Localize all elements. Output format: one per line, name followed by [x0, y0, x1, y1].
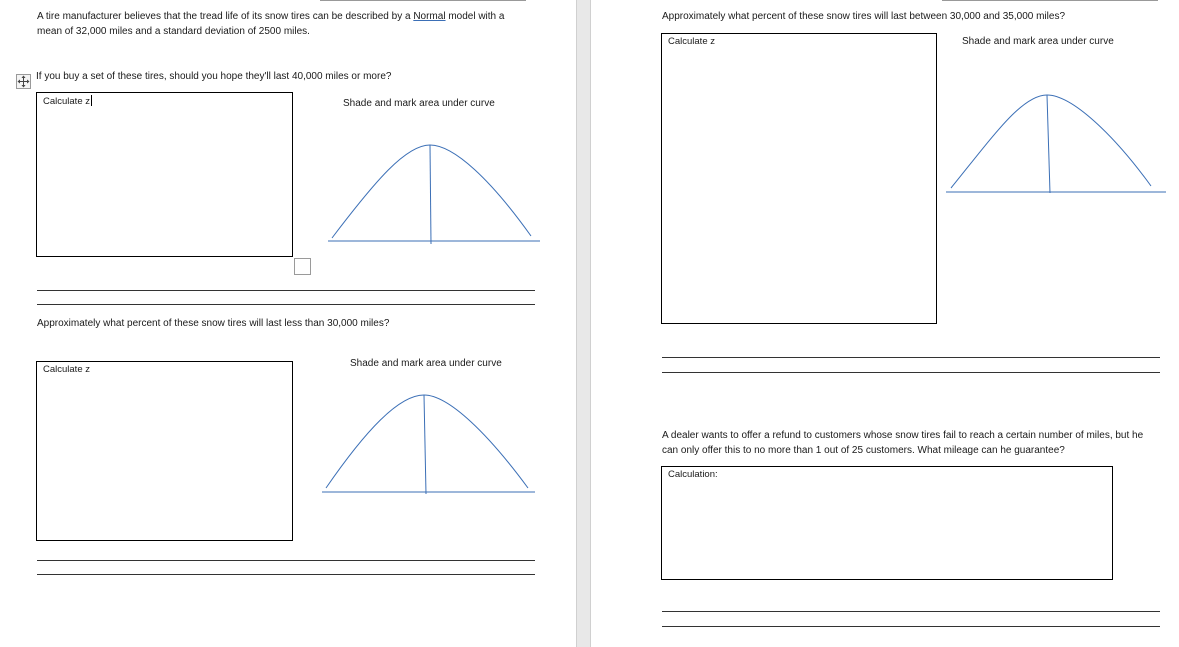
q1-shade-label: Shade and mark area under curve	[343, 98, 495, 109]
q3-shade-label: Shade and mark area under curve	[962, 36, 1114, 47]
q1-normal-curve-icon	[326, 140, 542, 246]
page-top-edge-right	[942, 0, 1158, 1]
text-caret	[91, 95, 92, 106]
q3-calc-label: Calculate z	[668, 36, 715, 47]
q3-normal-curve-icon	[944, 90, 1170, 196]
q2-answer-line-1[interactable]	[37, 560, 535, 561]
page-top-edge	[320, 0, 526, 1]
q2-normal-curve-icon	[321, 390, 537, 496]
q1-calc-label-text: Calculate z	[43, 96, 90, 107]
q2-question: Approximately what percent of these snow tires will last less than 30,000 miles?	[37, 318, 390, 329]
q3-answer-line-2[interactable]	[662, 372, 1160, 373]
q3-question: Approximately what percent of these snow tires will last between 30,000 and 35,000 miles?	[662, 11, 1066, 22]
q2-shade-label: Shade and mark area under curve	[350, 358, 502, 369]
q1-calc-label	[43, 95, 92, 108]
q1-calculate-z-box[interactable]	[36, 92, 293, 257]
page-gutter	[576, 0, 591, 647]
document-page-left	[0, 0, 576, 647]
document-page-right	[591, 0, 1179, 647]
intro-line-2: mean of 32,000 miles and a standard deviation of 2500 miles.	[37, 26, 310, 37]
q2-calc-label: Calculate z	[43, 364, 90, 375]
q1-answer-line-1[interactable]	[37, 290, 535, 291]
q2-calculate-z-box[interactable]	[36, 361, 293, 541]
table-resize-handle-icon[interactable]	[294, 258, 311, 275]
intro-normal-word: Normal	[413, 11, 446, 22]
q3-calculate-z-box[interactable]	[661, 33, 937, 324]
q4-calc-label: Calculation:	[668, 469, 718, 480]
q4-line-1: A dealer wants to offer a refund to customers whose snow tires fail to reach a certain number of miles, but he	[662, 430, 1144, 441]
intro-line-1	[37, 9, 504, 24]
intro-text-before: A tire manufacturer believes that the tread life of its snow tires can be described by a	[37, 11, 414, 22]
q4-calculation-box[interactable]	[661, 466, 1113, 580]
q1-question: If you buy a set of these tires, should you hope they'll last 40,000 miles or more?	[36, 71, 392, 82]
table-move-handle-icon[interactable]	[16, 74, 31, 89]
q4-line-2: can only offer this to no more than 1 out of 25 customers. What mileage can he guarantee?	[662, 445, 1065, 456]
q4-answer-line-1[interactable]	[662, 611, 1160, 612]
q1-answer-line-2[interactable]	[37, 304, 535, 305]
q3-answer-line-1[interactable]	[662, 357, 1160, 358]
q4-answer-line-2[interactable]	[662, 626, 1160, 627]
q2-answer-line-2[interactable]	[37, 574, 535, 575]
intro-text-after: model with a	[445, 11, 505, 22]
